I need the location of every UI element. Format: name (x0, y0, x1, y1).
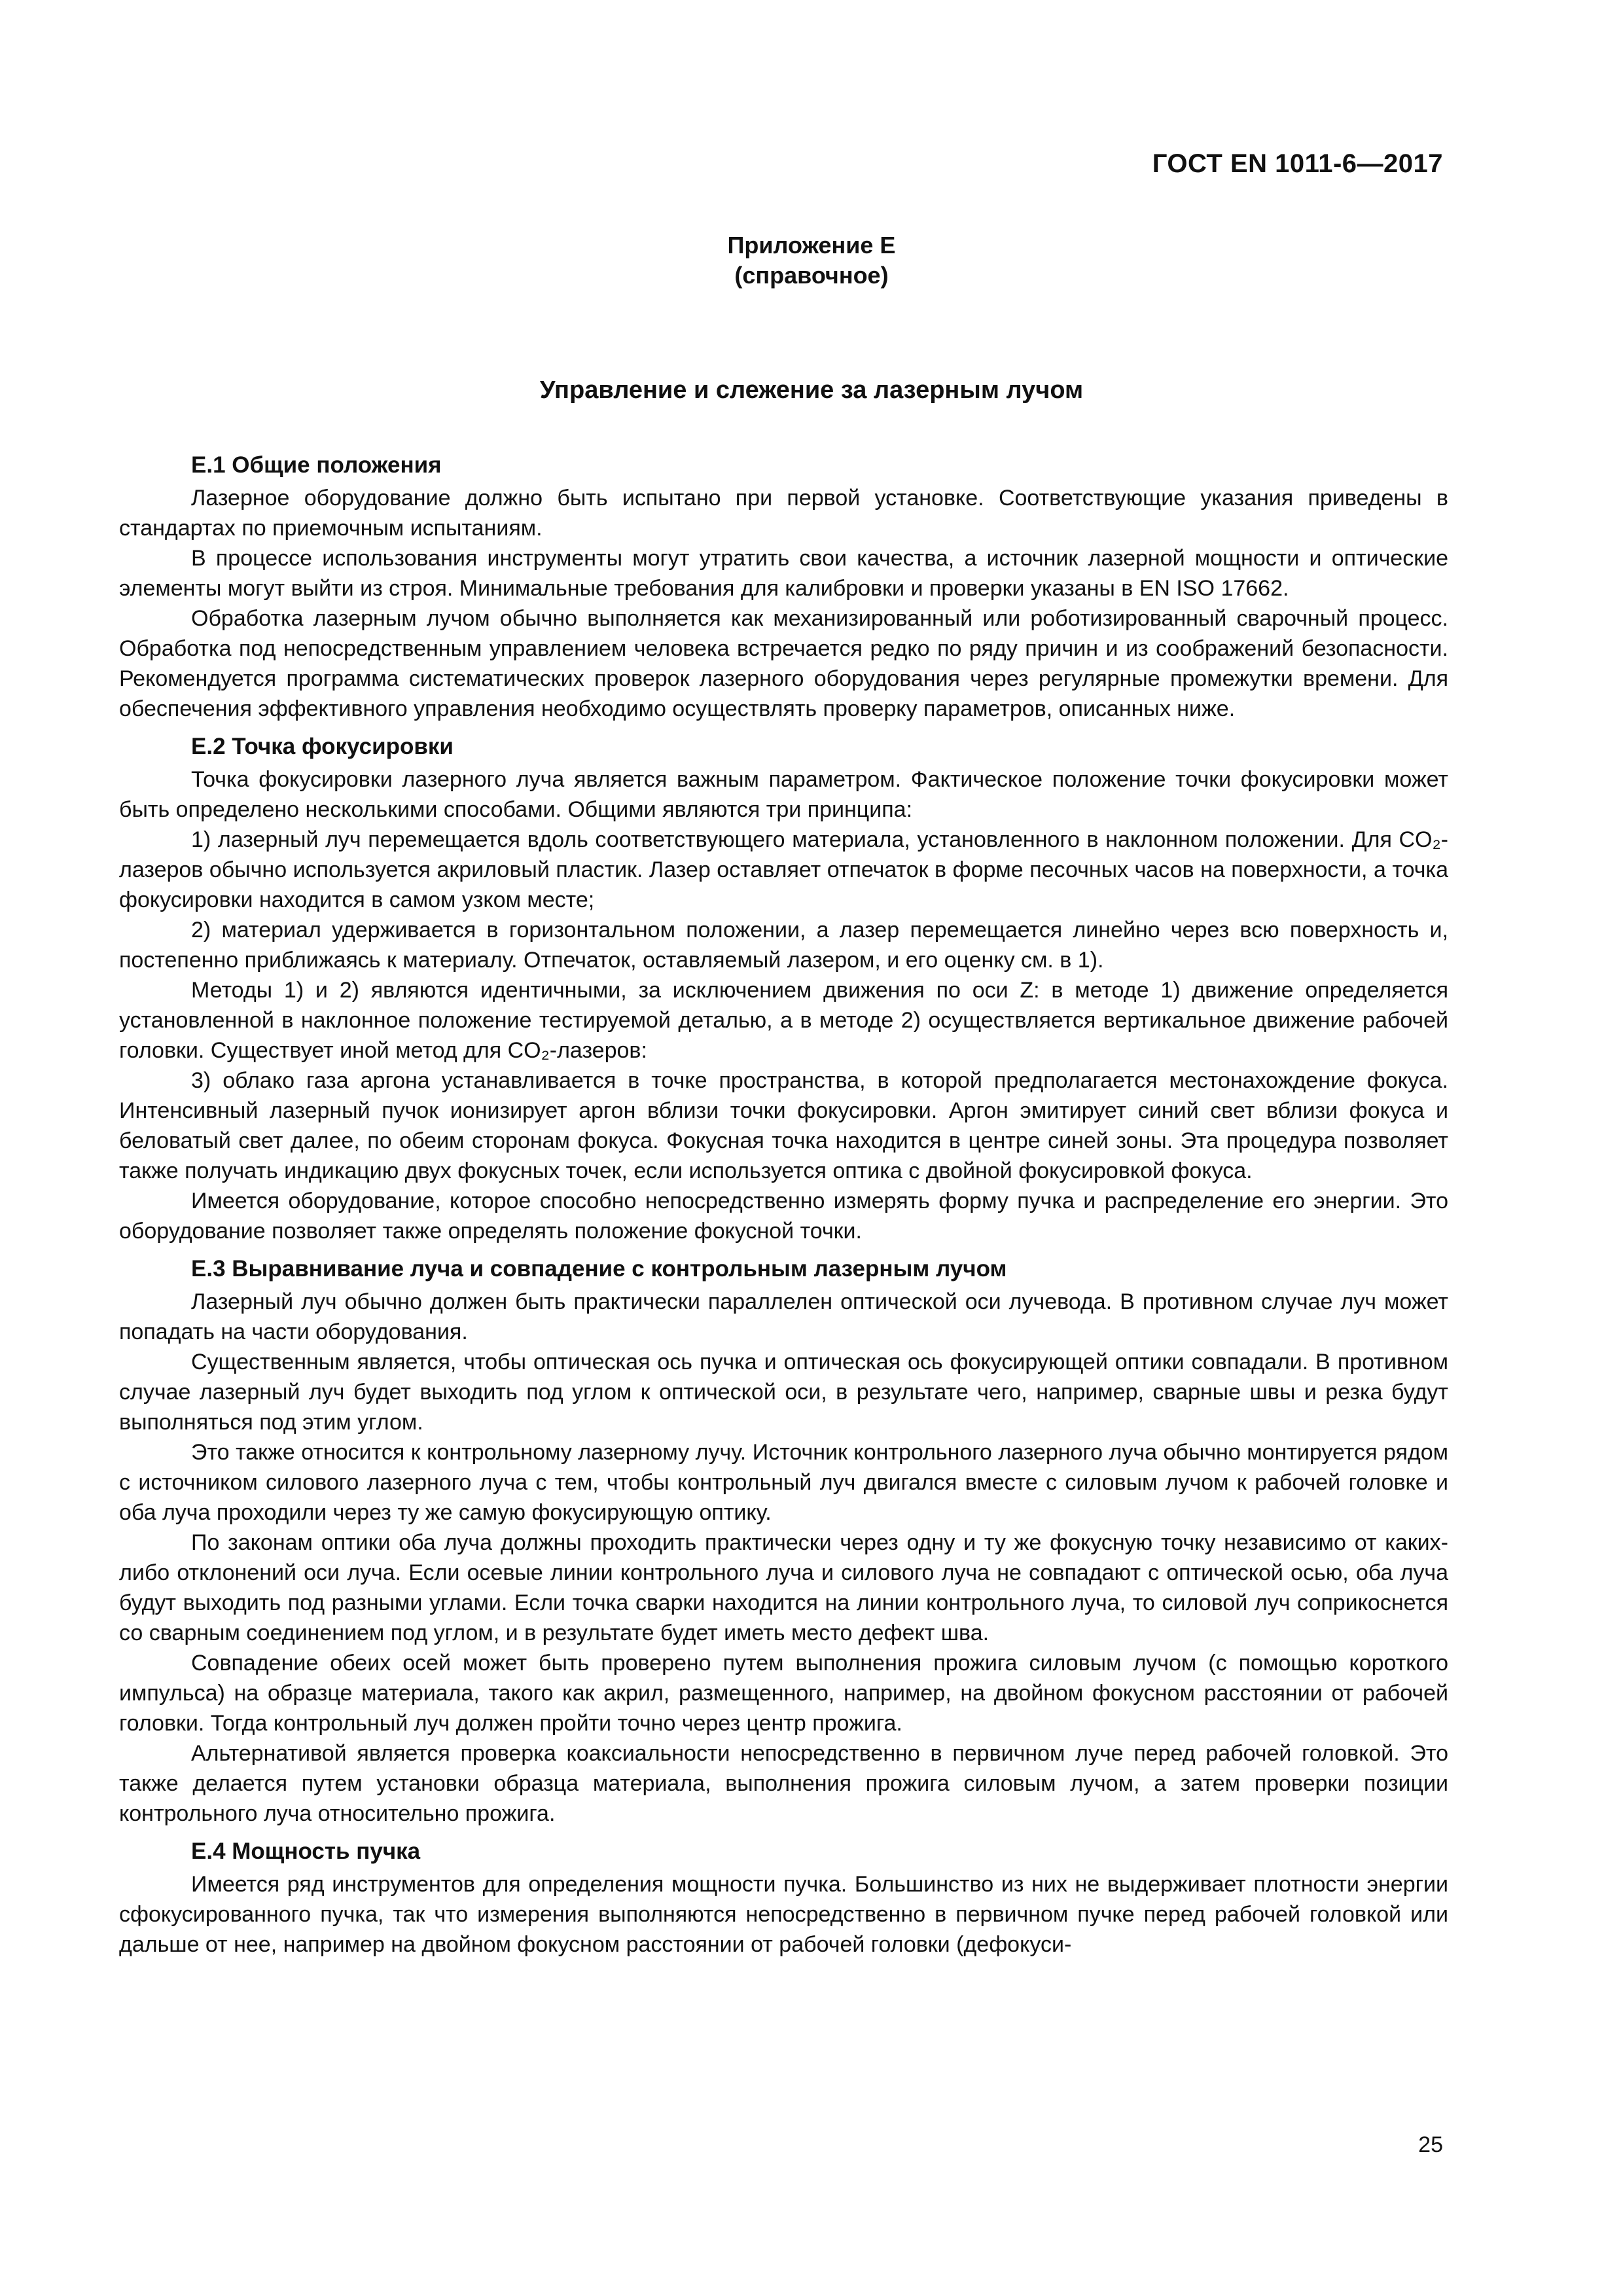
paragraph: Точка фокусировки лазерного луча является важным параметром. Фактическое положение точки фокусировки может быть определено несколькими способами. Общими являются три принципа: (119, 767, 1448, 822)
section-heading: Е.1 Общие положения (191, 452, 442, 478)
page-number: 25 (1418, 2132, 1443, 2157)
annex-type: (справочное) (734, 262, 889, 289)
paragraph: Совпадение обеих осей может быть проверено путем выполнения прожига силовым лучом (с помощью короткого импульса) на образце материала, такого как акрил, размещенного, например, на двойном фокусном расстоянии от рабочей головки. Тогда контрольный луч должен пройти точно через центр прожига. (119, 1651, 1448, 1736)
paragraph: 2) материал удерживается в горизонтальном положении, а лазер перемещается линейно через всю поверхность и, постепенно приближаясь к материалу. Отпечаток, оставляемый лазером, и его оценку см. в 1). (119, 918, 1448, 973)
paragraph: Обработка лазерным лучом обычно выполняется как механизированный или роботизированный сварочный процесс. Обработка под непосредственным управлением человека встречается редко по ряду причин и из соображений безопасности. Рекомендуется программа систематических проверок лазерного оборудования через регулярные промежутки времени. Для обеспечения эффективного управления необходимо осуществлять проверку параметров, описанных ниже. (119, 606, 1448, 721)
document-code: ГОСТ EN 1011-6—2017 (1152, 149, 1443, 178)
annex-title: Управление и слежение за лазерным лучом (539, 376, 1084, 404)
paragraph: Имеется ряд инструментов для определения мощности пучка. Большинство из них не выдерживает плотности энергии сфокусированного пучка, так что измерения выполняются непосредственно в первичном пучке перед рабочей головкой или дальше от нее, например на двойном фокусном расстоянии от рабочей головки (дефокуси- (119, 1872, 1448, 1957)
paragraph: Альтернативой является проверка коаксиальности непосредственно в первичном луче перед рабочей головкой. Это также делается путем установки образца материала, выполнения прожига силовым лучом, а затем проверки позиции контрольного луча относительно прожига. (119, 1741, 1448, 1826)
paragraph: Методы 1) и 2) являются идентичными, за исключением движения по оси Z: в методе 1) движение определяется установленной в наклонное положение тестируемой деталью, а в методе 2) осуществляется вертикальное движение рабочей головки. Существует иной метод для CO₂-лазеров: (119, 978, 1448, 1063)
section-heading: Е.4 Мощность пучка (191, 1839, 421, 1864)
annex-heading (0, 230, 1623, 291)
section-heading: Е.3 Выравнивание луча и совпадение с контрольным лазерным лучом (191, 1256, 1007, 1282)
paragraph: По законам оптики оба луча должны проходить практически через одну и ту же фокусную точку независимо от каких-либо отклонений оси луча. Если осевые линии контрольного луча и силового луча не совпадают с оптической осью, оба луча будут выходить под разными углами. Если точка сварки находится на линии контрольного луча, то силовой луч соприкоснется со сварным соединением под углом, и в результате будет иметь место дефект шва. (119, 1530, 1448, 1645)
paragraph: 3) облако газа аргона устанавливается в точке пространства, в которой предполагается местонахождение фокуса. Интенсивный лазерный пучок ионизирует аргон вблизи точки фокусировки. Аргон эмитирует синий свет вблизи фокуса и беловатый свет далее, по обеим сторонам фокуса. Фокусная точка находится в центре синей зоны. Эта процедура позволяет также получать индикацию двух фокусных точек, если используется оптика с двойной фокусировкой фокуса. (119, 1068, 1448, 1183)
paragraph: Лазерное оборудование должно быть испытано при первой установке. Соответствующие указания приведены в стандартах по приемочным испытаниям. (119, 486, 1448, 541)
paragraph: Существенным является, чтобы оптическая ось пучка и оптическая ось фокусирующей оптики совпадали. В противном случае лазерный луч будет выходить под углом к оптической оси, в результате чего, например, сварные швы и резка будут выполняться под этим углом. (119, 1350, 1448, 1435)
section-heading: Е.2 Точка фокусировки (191, 734, 454, 759)
document-body (119, 450, 1448, 1960)
paragraph: Имеется оборудование, которое способно непосредственно измерять форму пучка и распределение его энергии. Это оборудование позволяет также определять положение фокусной точки. (119, 1189, 1448, 1244)
paragraph: Лазерный луч обычно должен быть практически параллелен оптической оси лучевода. В противном случае луч может попадать на части оборудования. (119, 1289, 1448, 1344)
paragraph: В процессе использования инструменты могут утратить свои качества, а источник лазерной мощности и оптические элементы могут выйти из строя. Минимальные требования для калибровки и проверки указаны в EN ISO 17662. (119, 546, 1448, 601)
annex-label: Приложение Е (727, 232, 896, 259)
paragraph: 1) лазерный луч перемещается вдоль соответствующего материала, установленного в наклонном положении. Для CO₂-лазеров обычно используется акриловый пластик. Лазер оставляет отпечаток в форме песочных часов на поверхности, а точка фокусировки находится в самом узком месте; (119, 827, 1448, 912)
paragraph: Это также относится к контрольному лазерному лучу. Источник контрольного лазерного луча обычно монтируется рядом с источником силового лазерного луча с тем, чтобы контрольный луч двигался вместе с силовым лучом к рабочей головке и оба луча проходили через ту же самую фокусирующую оптику. (119, 1440, 1448, 1525)
